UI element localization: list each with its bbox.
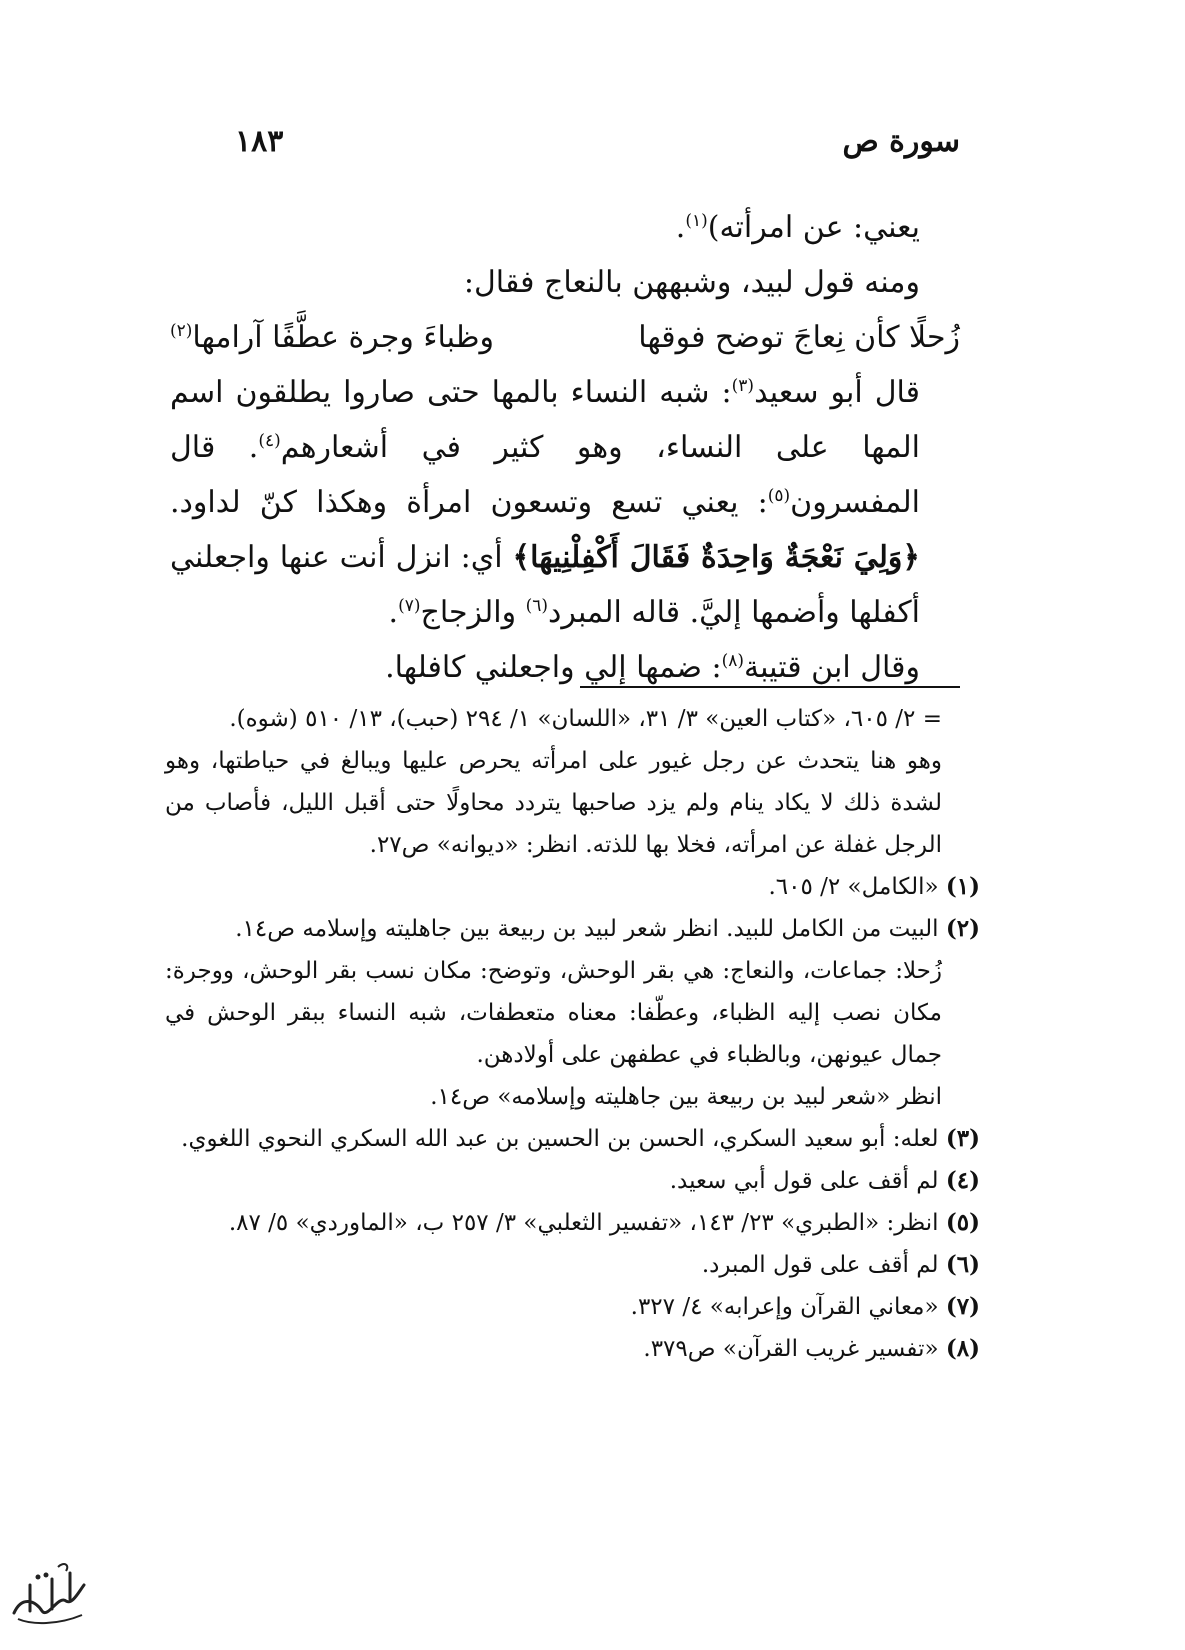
footnote-ref[interactable]: (٣) <box>731 376 755 396</box>
footnote-ref[interactable]: (٨) <box>721 651 745 671</box>
main-line-2: ومنه قول لبيد، وشبههن بالنعاج فقال: <box>463 265 920 300</box>
footnote-3: (٣) لعله: أبو سعيد السكري، الحسن بن الحسين بن عبد الله السكري النحوي اللغوي. <box>181 1125 980 1152</box>
footnote-7: (٧) «معاني القرآن وإعرابه» ٤/ ٣٢٧. <box>630 1293 980 1320</box>
footnote-continuation: = ٢/ ٦٠٥، «كتاب العين» ٣/ ٣١، «اللسان» ١/ ٢٩٤ (حبب)، ١٣/ ٥١٠ (شوه). <box>229 706 942 732</box>
footnote-4: (٤) لم أقف على قول أبي سعيد. <box>669 1167 980 1194</box>
verse-hemistich-1: زُحلًا كأن نِعاجَ توضح فوقها <box>638 320 960 355</box>
poetry-verse <box>170 310 960 365</box>
footnote-2-source: انظر «شعر لبيد بن ربيعة بين جاهليته وإسلامه» ص١٤. <box>430 1084 942 1110</box>
verse-hemistich-2: وظباءَ وجرة عطَّفًا آرامها$^{(٢)}$ <box>170 320 495 355</box>
footnote-1: (١) «الكامل» ٢/ ٦٠٥. <box>768 873 980 900</box>
footnote-ref[interactable]: (٧) <box>398 596 421 616</box>
footnote-separator <box>580 686 960 688</box>
footnote-ref[interactable]: (٦) <box>525 596 549 616</box>
main-text <box>170 200 960 695</box>
running-title: سورة ص <box>842 123 960 159</box>
publisher-logo-icon <box>8 1555 90 1630</box>
footnote-2-gloss: زُحلا: جماعات، والنعاج: هي بقر الوحش، وتوضح: مكان نسب بقر الوحش، ووجرة: مكان نصب إليه الظباء، وعطّفا: معناه متعطفات، شبه النساء ببقر الوحش في جمال عيونهن، وبالظباء في عطفهن على أولادهن. <box>165 958 942 1068</box>
footnote-2: (٢) البيت من الكامل للبيد. انظر شعر لبيد بن ربيعة بين جاهليته وإسلامه ص١٤. <box>235 915 980 942</box>
footnote-5: (٥) انظر: «الطبري» ٢٣/ ١٤٣، «تفسير الثعلبي» ٣/ ٢٥٧ ب، «الماوردي» ٥/ ٨٧. <box>228 1209 980 1236</box>
footnote-ref[interactable]: (٢) <box>170 321 193 341</box>
page-header <box>235 118 960 164</box>
footnote-6: (٦) لم أقف على قول المبرد. <box>701 1251 980 1278</box>
footnote-continuation: وهو هنا يتحدث عن رجل غيور على امرأته يحرص عليها ويبالغ في حياطتها، وهو لشدة ذلك لا يكاد ينام ولم يزد صاحبها يتردد محاولًا حتى أقبل الليل، فأصاب من الرجل غفلة عن امرأته، فخلا بها للذته. انظر: «ديوانه» ص٢٧. <box>165 748 942 858</box>
main-paragraph-2: وقال ابن قتيبة$^{(٨)}$: ضمها إلي واجعلني كافلها. <box>385 650 920 685</box>
main-paragraph-1: قال أبو سعيد$^{(٣)}$: شبه النساء بالمها حتى صاروا يطلقون اسم المها على النساء، وهو كثير في أشعارهم$^{(٤)}$. قال المفسرون$^{(٥)}$: يعني تسع وتسعون امرأة وهكذا كنّ لداود. ﴿وَلِيَ نَعْجَةٌ وَاحِدَةٌ فَقَالَ أَكْفِلْنِيهَا﴾ أي: انزل أنت عنها واجعلني أكفلها وأضمها إليَّ. قاله المبرد$^{(٦)}$ والزجاج$^{(٧)}$. <box>170 375 920 630</box>
quran-quote: ﴿وَلِيَ نَعْجَةٌ وَاحِدَةٌ فَقَالَ أَكْفِلْنِيهَا﴾ <box>512 540 920 575</box>
footnote-ref[interactable]: (٥) <box>767 486 791 506</box>
footnote-ref[interactable]: (٤) <box>258 431 281 451</box>
footnote-ref[interactable]: (١) <box>685 211 708 231</box>
page-number: ١٨٣ <box>235 123 284 159</box>
footnote-8: (٨) «تفسير غريب القرآن» ص٣٧٩. <box>643 1335 980 1362</box>
footnotes <box>165 698 980 1370</box>
main-line-1: يعني: عن امرأته)$^{(١)}$. <box>675 210 920 245</box>
